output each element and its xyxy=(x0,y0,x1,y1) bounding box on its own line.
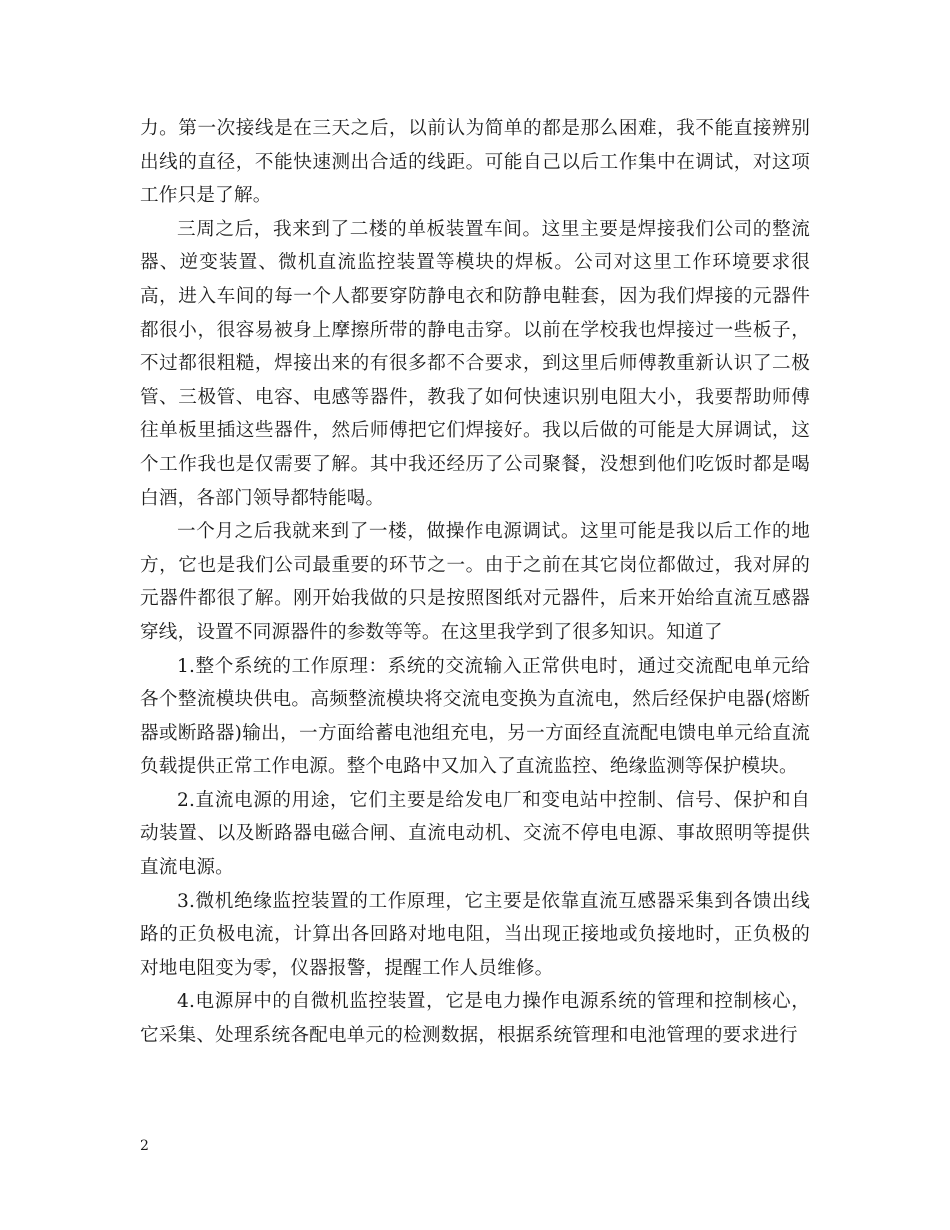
paragraph-4: 1.整个系统的工作原理：系统的交流输入正常供电时，通过交流配电单元给各个整流模块供电。高频整流模块将交流电变换为直流电，然后经保护电器(熔断器或断路器)输出，一方面给蓄电池组充电，另一方面经直流配电馈电单元给直流负载提供正常工作电源。整个电路中又加入了直流监控、绝缘监测等保护模块。 xyxy=(140,655,810,778)
page-number: 2 xyxy=(140,1138,149,1154)
paragraph-3: 一个月之后我就来到了一楼，做操作电源调试。这里可能是我以后工作的地方，它也是我们公司最重要的环节之一。由于之前在其它岗位都做过，我对屏的元器件都很了解。刚开始我做的只是按照图纸对元器件，后来开始给直流互感器穿线，设置不同源器件的参数等等。在这里我学到了很多知识。知道了 xyxy=(140,521,810,643)
paragraph-1: 力。第一次接线是在三天之后，以前认为简单的都是那么困难，我不能直接辨别出线的直径，不能快速测出合适的线距。可能自己以后工作集中在调试，对这项工作只是了解。 xyxy=(140,118,810,207)
paragraph-6: 3.微机绝缘监控装置的工作原理，它主要是依靠直流互感器采集到各馈出线路的正负极电流，计算出各回路对地电阻，当出现正接地或负接地时，正负极的对地电阻变为零，仪器报警，提醒工作人员维修。 xyxy=(140,890,810,979)
paragraph-2: 三周之后，我来到了二楼的单板装置车间。这里主要是焊接我们公司的整流器、逆变装置、微机直流监控装置等模块的焊板。公司对这里工作环境要求很高，进入车间的每一个人都要穿防静电衣和防静电鞋套，因为我们焊接的元器件都很小，很容易被身上摩擦所带的静电击穿。以前在学校我也焊接过一些板子，不过都很粗糙，焊接出来的有很多都不合要求，到这里后师傅教重新认识了二极管、三极管、电容、电感等器件，教我了如何快速识别电阻大小，我要帮助师傅往单板里插这些器件，然后师傅把它们焊接好。我以后做的可能是大屏调试，这个工作我也是仅需要了解。其中我还经历了公司聚餐，没想到他们吃饭时都是喝白酒，各部门领导都特能喝。 xyxy=(140,218,810,509)
paragraph-5: 2.直流电源的用途，它们主要是给发电厂和变电站中控制、信号、保护和自动装置、以及断路器电磁合闸、直流电动机、交流不停电电源、事故照明等提供直流电源。 xyxy=(140,789,810,879)
body-text xyxy=(140,112,810,1053)
paragraph-7: 4.电源屏中的自微机监控装置，它是电力操作电源系统的管理和控制核心，它采集、处理系统各配电单元的检测数据，根据系统管理和电池管理的要求进行 xyxy=(140,991,810,1047)
